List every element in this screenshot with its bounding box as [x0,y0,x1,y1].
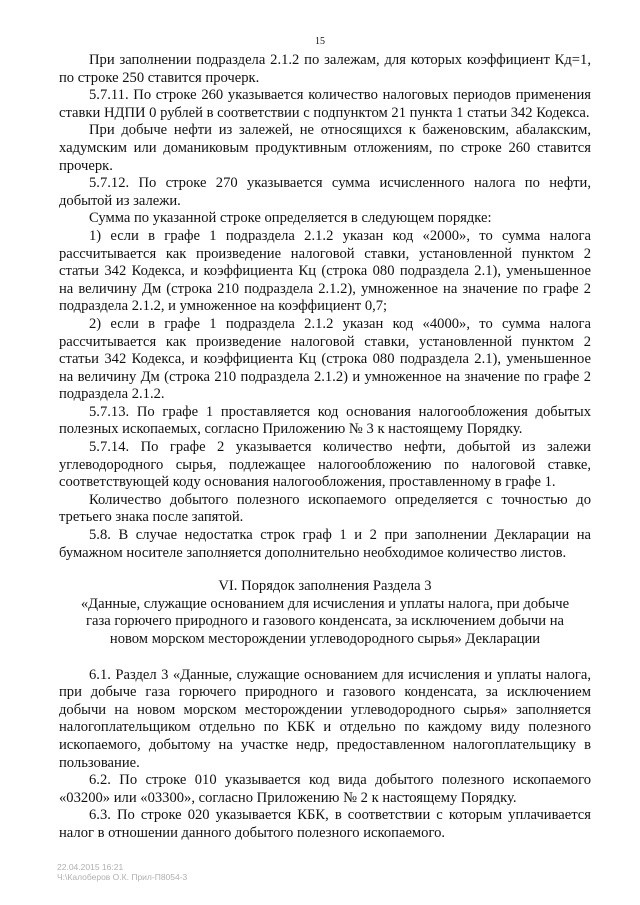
paragraph: 5.7.13. По графе 1 проставляется код основания налогообложения добытых полезных ископаемых, согласно Приложению № 3 к настоящему Порядку. [59,403,591,438]
paragraph: При заполнении подраздела 2.1.2 по залежам, для которых коэффициент Кд=1, по строке 250 ставится прочерк. [59,52,591,86]
paragraph: 2) если в графе 1 подраздела 2.1.2 указан код «4000», то сумма налога рассчитывается как произведение налоговой ставки, установленной пунктом 2 статьи 342 Кодекса, и коэффициента Кц (строка 080 подраздела 2.1), уменьшенное на величину Дм (строка 210 подраздела 2.1.2) и умноженное на значение по графе 2 подраздела 2.1.2. [59,315,591,403]
section-heading-title: VI. Порядок заполнения Раздела 3 [218,578,432,595]
document-body [59,52,591,843]
footer-stamp [57,862,187,882]
paragraph: 1) если в графе 1 подраздела 2.1.2 указан код «2000», то сумма налога рассчитывается как произведение налоговой ставки, установленной пунктом 2 статьи 342 Кодекса, и коэффициента Кц (строка 080 подраздела 2.1), уменьшенное на величину Дм (строка 210 подраздела 2.1.2), умноженное на значение по графе 2 подраздела 2.1.2, и умноженное на коэффициент 0,7; [59,227,591,315]
paragraph: 6.3. По строке 020 указывается КБК, в соответствии с которым уплачивается налог в отношении данного добытого полезного ископаемого. [59,807,591,841]
paragraph: 5.7.14. По графе 2 указывается количество нефти, добытой из залежи углеводородного сырья, подлежащее налогообложению по налоговой ставке, соответствующей коду основания налогообложения, проставленному в графе 1. [59,439,591,491]
section-heading-line: газа горючего природного и газового конденсата, за исключением добычи на [85,613,565,630]
section-heading-line: новом морском месторождении углеводородного сырья» Декларации [109,631,541,647]
paragraph: 5.8. В случае недостатка строк граф 1 и 2 при заполнении Декларации на бумажном носителе заполняется дополнительно необходимое количество листов. [59,527,591,561]
paragraph: 6.2. По строке 010 указывается код вида добытого полезного ископаемого «03200» или «03300», согласно Приложению № 2 к настоящему Порядку. [59,772,591,806]
section-heading [59,578,591,648]
paragraph: 5.7.12. По строке 270 указывается сумма исчисленного налога по нефти, добытой из залежи. [59,175,591,209]
paragraph: 6.1. Раздел 3 «Данные, служащие основанием для исчисления и уплаты налога, при добыче газа горючего природного и газового конденсата, за исключением добычи на новом морском месторождении углеводородного сырья» заполняется налогоплательщиком отдельно по КБК и отдельно по каждому виду полезного ископаемого, добытому на участке недр, предоставленном налогоплательщику в пользование. [59,666,591,771]
footer-file-path: Ч:\Калоберов О.К. Прил-П8054-3 [57,872,188,882]
paragraph: При добыче нефти из залежей, не относящихся к баженовским, абалакским, хадумским или доманиковым продуктивным отложениям, по строке 260 ставится прочерк. [59,122,591,174]
paragraph: Количество добытого полезного ископаемого определяется с точностью до третьего знака после запятой. [59,491,591,526]
section-heading-line: «Данные, служащие основанием для исчисления и уплаты налога, при добыче [80,595,570,612]
footer-timestamp: 22.04.2015 16:21 [57,862,124,872]
paragraph: Сумма по указанной строке определяется в следующем порядке: [89,210,492,227]
page-number: 15 [315,36,325,47]
paragraph: 5.7.11. По строке 260 указывается количество налоговых периодов применения ставки НДПИ 0 рублей в соответствии с подпунктом 21 пункта 1 статьи 342 Кодекса. [59,87,591,121]
